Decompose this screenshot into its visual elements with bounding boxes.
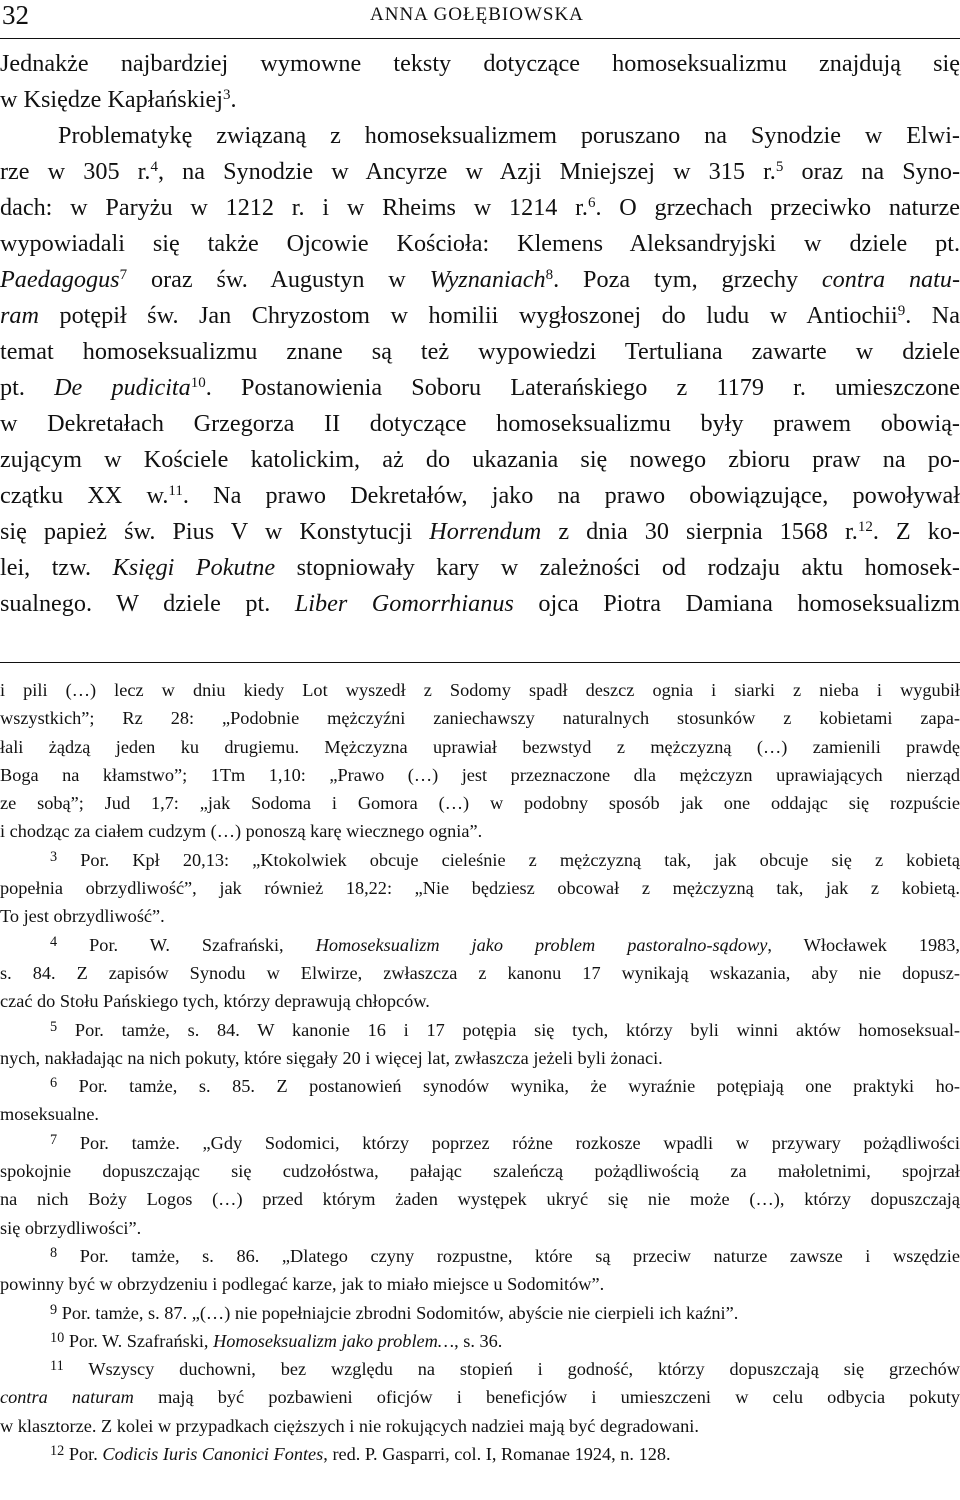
footnote-number: 11 bbox=[50, 1358, 64, 1375]
footnote-11: $^{11}$ Wszyscy duchowni, bez względu na stopień i godność, którzy dopuszczają się grzechów bbox=[50, 1358, 960, 1380]
footnote-line: powinny być w obrzydzeniu i podlegać karze, jak to miało miejsce u Sodomitów”. bbox=[0, 1274, 605, 1295]
footnote-line: Boga na kłamstwo”; 1Tm 1,10: „Prawo (…) jest przeznaczone dla mężczyzn uprawiających nierząd bbox=[0, 764, 960, 785]
footnote-ref[interactable]: 7 bbox=[119, 266, 128, 283]
footnote-6: $^6$ Por. tamże, s. 85. Z postanowień synodów wynika, że wyraźnie potępiają one praktyki ho- bbox=[50, 1075, 960, 1097]
footnotes-rule bbox=[0, 662, 960, 663]
text-line: Jednakże najbardziej wymowne teksty dotyczące homoseksualizmu znajdują się bbox=[0, 50, 960, 77]
text-line: się papież św. Pius V w Konstytucji Horrendum z dnia 30 sierpnia 1568 r.$^{12}$. Z ko- bbox=[0, 518, 960, 545]
footnote-number: 7 bbox=[50, 1131, 58, 1148]
text-line: zującym w Kościele katolickim, aż do ukazania się nowego zbioru praw na po- bbox=[0, 446, 960, 473]
footnote-ref[interactable]: 10 bbox=[190, 374, 206, 391]
footnote-number: 5 bbox=[50, 1018, 58, 1035]
footnote-3: $^3$ Por. Kpł 20,13: „Ktokolwiek obcuje cieleśnie z mężczyzną tak, jak obcuje się z kobietą bbox=[50, 848, 960, 870]
footnote-ref[interactable]: 6 bbox=[587, 194, 596, 211]
footnote-line: ze sobą”; Jud 1,7: „jak Sodoma i Gomora (…) w podobny sposób jak one oddając się rozpuście bbox=[0, 793, 960, 814]
text-line: lei, tzw. Księgi Pokutne stopniowały kary w zależności od rodzaju aktu homosek- bbox=[0, 554, 960, 581]
header-rule bbox=[0, 38, 960, 39]
footnote-8: $^8$ Por. tamże, s. 86. „Dlatego czyny rozpustne, które są przeciw naturze zawsze i wszędzie bbox=[50, 1244, 960, 1266]
footnote-line: wszystkich”; Rz 28: „Podobnie mężczyźni zaniechawszy naturalnych stosunków z kobietami zapa- bbox=[0, 708, 960, 729]
footnote-line: w klasztorze. Z kolei w przypadkach cięższych i nie rokujących nadziei mają być degradowani. bbox=[0, 1415, 699, 1436]
text-line: czątku XX w.$^{11}$. Na prawo Dekretałów, jako na prawo obowiązujące, powoływał bbox=[0, 482, 960, 509]
text-line: sualnego. W dziele pt. Liber Gomorrhianus ojca Piotra Damiana homoseksualizm bbox=[0, 590, 960, 617]
footnote-number: 9 bbox=[50, 1301, 58, 1318]
footnote-ref[interactable]: 11 bbox=[168, 482, 183, 499]
footnote-line: na nich Boży Logos (…) przed którym żaden występek ukryć się nie może (…), którzy dopuszczają bbox=[0, 1189, 960, 1210]
page-number: 32 bbox=[2, 0, 29, 30]
page-header bbox=[0, 0, 960, 36]
footnote-ref[interactable]: 12 bbox=[857, 518, 873, 535]
footnote-line: i pili (…) lecz w dniu kiedy Lot wyszedł z Sodomy spadł deszcz ognia i siarki z nieba i wygubił bbox=[0, 680, 960, 700]
text-line: pt. De pudicita$^{10}$. Postanowienia Soboru Laterańskiego z 1179 r. umieszczone bbox=[0, 374, 960, 401]
footnote-7: $^7$ Por. tamże. „Gdy Sodomici, którzy poprzez różne rozkosze wpadli w przywary pożądliwości bbox=[50, 1131, 960, 1153]
footnote-number: 10 bbox=[50, 1329, 65, 1346]
text-line: dach: w Paryżu w 1212 r. i w Rheims w 1214 r.$^6$. O grzechach przeciwko naturze bbox=[0, 194, 960, 221]
footnote-number: 6 bbox=[50, 1075, 58, 1092]
footnote-line: To jest obrzydliwość”. bbox=[0, 906, 165, 927]
footnote-number: 4 bbox=[50, 933, 58, 950]
footnote-line: s. 84. Z zapisów Synodu w Elwirze, zwłaszcza z kanonu 17 wynikają wskazania, aby nie dopusz- bbox=[0, 962, 960, 983]
footnote-line: czać do Stołu Pańskiego tych, którzy deprawują chłopców. bbox=[0, 991, 430, 1012]
footnotes bbox=[0, 676, 960, 1468]
main-text bbox=[0, 46, 960, 622]
footnote-4: $^4$ Por. W. Szafrański, Homoseksualizm jako problem pastoralno-sądowy, Włocławek 1983, bbox=[50, 933, 960, 955]
footnote-ref[interactable]: 4 bbox=[150, 158, 158, 175]
text-line: w Księdze Kapłańskiej$^3$. bbox=[0, 86, 237, 113]
footnote-line: popełnia obrzydliwość”, jak również 18,22: „Nie będziesz obcował z mężczyzną tak, jak z kobietą. bbox=[0, 878, 960, 899]
footnote-line: spokojnie dopuszczając się cudzołóstwa, pałając szaleńczą pożądliwością za małoletnimi, spojrzał bbox=[0, 1161, 960, 1182]
text-line: w Dekretałach Grzegorza II dotyczące homoseksualizmu były prawem obowią- bbox=[0, 410, 960, 437]
footnote-number: 3 bbox=[50, 848, 58, 865]
footnote-9: $^9$ Por. tamże, s. 87. „(…) nie popełniajcie zbrodni Sodomitów, abyście nie cierpieli ich kaźni”. bbox=[50, 1301, 739, 1323]
footnote-line: i chodząc za ciałem cudzym (…) ponoszą karę wiecznego ognia”. bbox=[0, 821, 483, 842]
text-line: wypowiadali się także Ojcowie Kościoła: Klemens Aleksandryjski w dziele pt. bbox=[0, 230, 960, 257]
footnote-line: łali żądzą jeden ku drugiemu. Mężczyzna uprawiał bezwstyd z mężczyzną (…) zamienili prawdę bbox=[0, 736, 960, 757]
footnote-ref[interactable]: 5 bbox=[775, 158, 784, 175]
running-head: ANNA GOŁĘBIOWSKA bbox=[370, 4, 584, 25]
footnote-ref[interactable]: 3 bbox=[223, 86, 231, 103]
text-line: rze w 305 r.$^4$, na Synodzie w Ancyrze w Azji Mniejszej w 315 r.$^5$ oraz na Syno- bbox=[0, 158, 960, 185]
footnote-12: $^{12}$ Por. Codicis Iuris Canonici Fontes, red. P. Gasparri, col. I, Romanae 1924, n. 128. bbox=[50, 1443, 671, 1465]
text-line: Problematykę związaną z homoseksualizmem poruszano na Synodzie w Elwi- bbox=[58, 122, 960, 149]
text-line: temat homoseksualizmu znane są też wypowiedzi Tertuliana zawarte w dziele bbox=[0, 338, 960, 365]
text-line: Paedagogus$^7$ oraz św. Augustyn w Wyznaniach$^8$. Poza tym, grzechy contra natu- bbox=[0, 266, 960, 293]
footnote-number: 8 bbox=[50, 1244, 58, 1261]
footnote-5: $^5$ Por. tamże, s. 84. W kanonie 16 i 17 potępia się tych, którzy byli winni aktów homoseksual- bbox=[50, 1018, 960, 1040]
footnote-ref[interactable]: 8 bbox=[545, 266, 554, 283]
footnote-line: się obrzydliwości”. bbox=[0, 1217, 142, 1238]
text-line: ram potępił św. Jan Chryzostom w homilii wygłoszonej do ludu w Antiochii$^9$. Na bbox=[0, 302, 960, 329]
footnote-line: contra naturam mają być pozbawieni oficjów i beneficjów i umieszczeni w celu odbycia pokuty bbox=[0, 1387, 960, 1408]
footnote-10: $^{10}$ Por. W. Szafrański, Homoseksualizm jako problem…, s. 36. bbox=[50, 1329, 503, 1351]
footnote-number: 12 bbox=[50, 1443, 65, 1460]
footnote-line: nych, nakładając na nich pokuty, które sięgały 20 i więcej lat, zwłaszcza jeżeli byli żonaci. bbox=[0, 1047, 663, 1068]
footnote-line: moseksualne. bbox=[0, 1104, 100, 1125]
footnote-ref[interactable]: 9 bbox=[897, 302, 906, 319]
